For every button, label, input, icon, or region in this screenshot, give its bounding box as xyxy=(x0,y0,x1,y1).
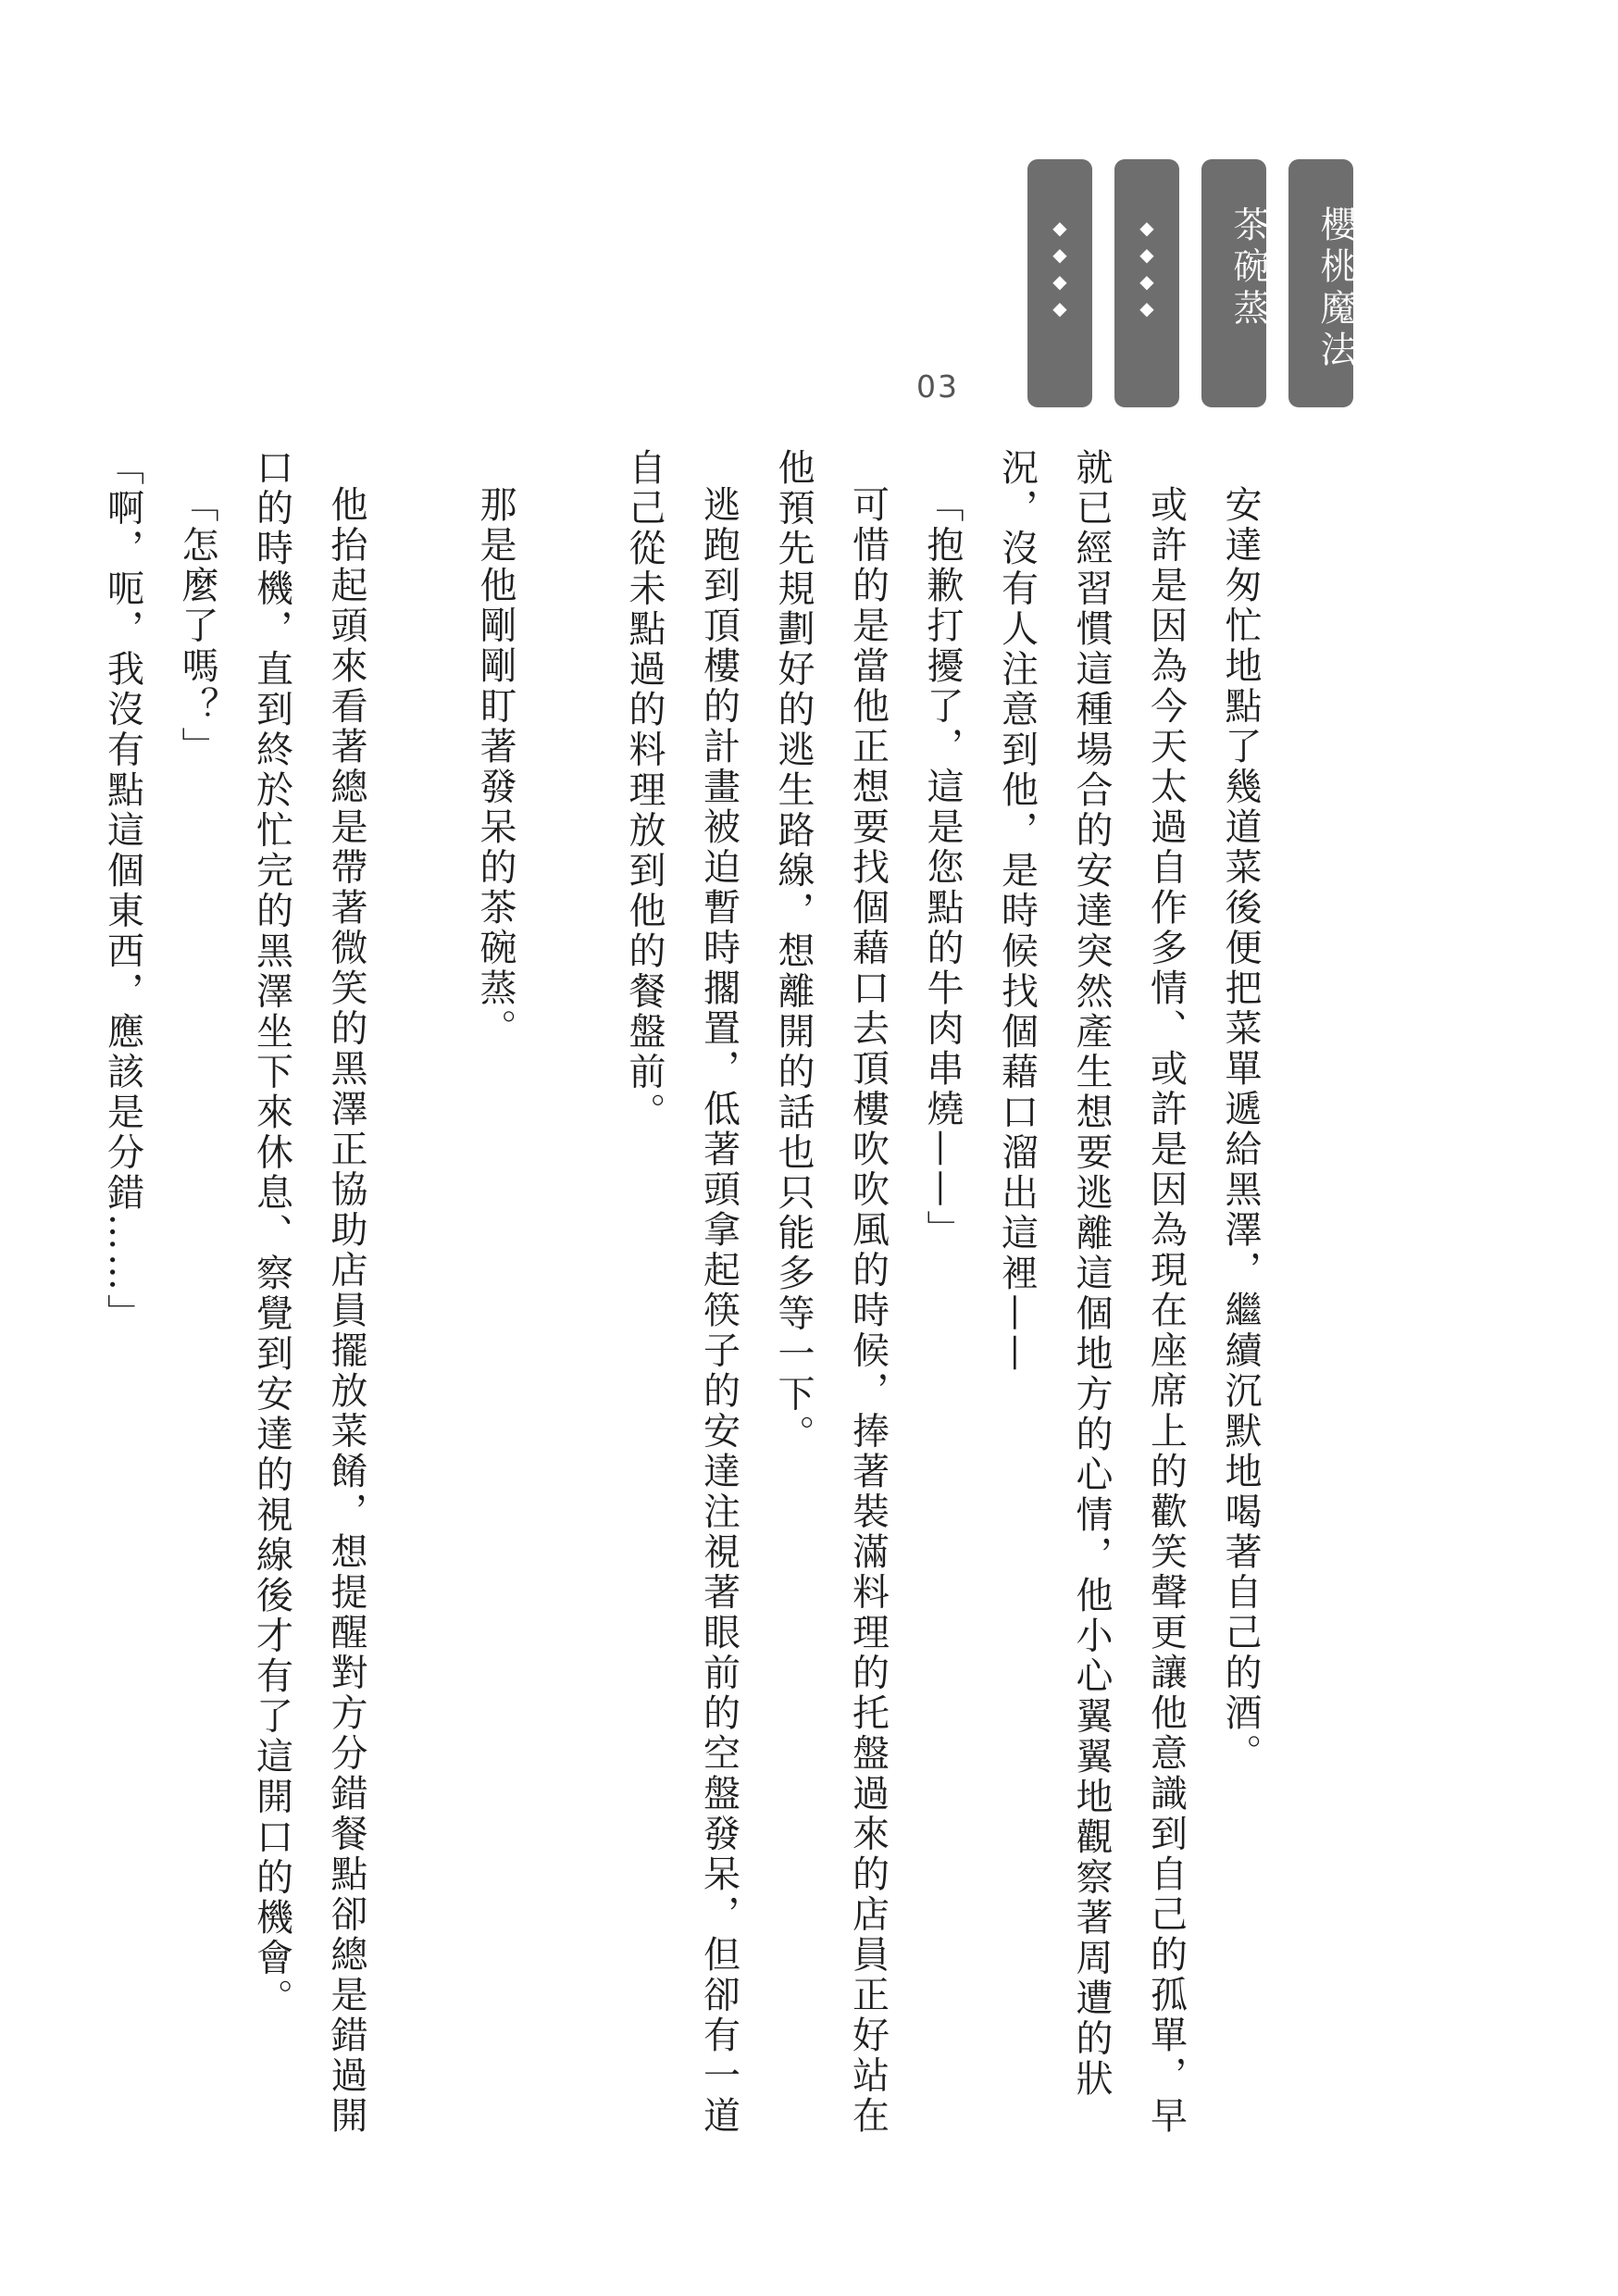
diamond-icon: ◆ xyxy=(1052,243,1067,266)
diamond-icon: ◆ xyxy=(1052,217,1067,239)
tab-diamond-marks xyxy=(1027,218,1092,326)
diamond-icon: ◆ xyxy=(1139,297,1154,319)
paragraph: 可惜的是當他正想要找個藉口去頂樓吹吹風的時候，捧著裝滿料理的托盤過來的店員正好站在他預先規劃好的逃生路線，想離開的話也只能多等一下。 xyxy=(772,448,890,2137)
tab-diamond-marks xyxy=(1114,218,1179,326)
chapter-tab-title xyxy=(1288,159,1356,407)
tab-title-text: 茶碗蒸 xyxy=(1227,206,1269,331)
blank-line xyxy=(532,448,607,2161)
paragraph: 或許是因為今天太過自作多情、或許是因為現在座席上的歡笑聲更讓他意識到自己的孤單，早就已經習慣這種場合的安達突然產生想要逃離這個地方的心情，他小心翼翼地觀察著周遭的狀況，沒有人注意到他，是時候找個藉口溜出這裡—— xyxy=(995,448,1188,2137)
chapter-tab-marks xyxy=(1114,159,1179,407)
diamond-icon: ◆ xyxy=(1139,270,1154,293)
paragraph: 「抱歉打擾了，這是您點的牛肉串燒——」 xyxy=(921,485,964,1251)
blank-line xyxy=(383,448,458,2161)
diamond-icon: ◆ xyxy=(1052,297,1067,319)
paragraph: 「怎麼了嗎？」 xyxy=(176,485,218,767)
paragraph: 「啊，呃，我沒有點這個東西，應該是分錯……」 xyxy=(101,448,144,1334)
diamond-icon: ◆ xyxy=(1139,217,1154,239)
tab-title-text: 櫻桃魔法 xyxy=(1314,206,1356,372)
diamond-icon: ◆ xyxy=(1139,243,1154,266)
body-text xyxy=(85,448,1277,2161)
chapter-tab-marks xyxy=(1027,159,1092,407)
paragraph: 安達匆忙地點了幾道菜後便把菜單遞給黑澤，繼續沉默地喝著自己的酒。 xyxy=(1219,485,1262,1774)
paragraph: 逃跑到頂樓的計畫被迫暫時擱置，低著頭拿起筷子的安達注視著眼前的空盤發呆，但卻有一道自己從未點過的料理放到他的餐盤前。 xyxy=(623,448,741,2137)
diamond-icon: ◆ xyxy=(1052,270,1067,293)
page-number: 03 xyxy=(916,368,959,405)
paragraph: 他抬起頭來看著總是帶著微笑的黑澤正協助店員擺放菜餚，想提醒對方分錯餐點卻總是錯過開口的時機，直到終於忙完的黑澤坐下來休息、察覺到安達的視線後才有了這開口的機會。 xyxy=(250,448,367,2137)
paragraph: 那是他剛剛盯著發呆的茶碗蒸。 xyxy=(474,485,517,1049)
chapter-tab-title xyxy=(1201,159,1269,407)
